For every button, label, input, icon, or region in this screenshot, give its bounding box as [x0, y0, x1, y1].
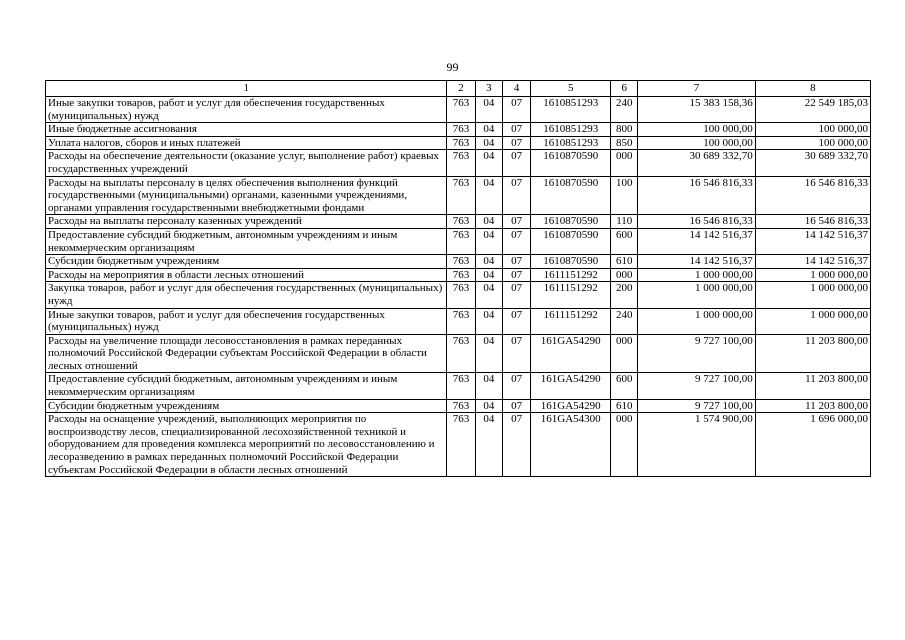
- row-target-article: 161GA54290: [531, 334, 611, 373]
- table-row: [46, 228, 871, 254]
- row-amount-year2: 100 000,00: [755, 136, 870, 150]
- row-amount-year1: 100 000,00: [638, 123, 755, 137]
- row-amount-year2: 1 696 000,00: [755, 413, 870, 477]
- row-subsection: 07: [502, 255, 530, 269]
- row-subsection: 07: [502, 136, 530, 150]
- row-amount-year1: 1 000 000,00: [638, 282, 755, 308]
- row-amount-year1: 100 000,00: [638, 136, 755, 150]
- row-expense-type: 600: [611, 228, 638, 254]
- row-section: 04: [475, 228, 502, 254]
- row-grbs: 763: [447, 268, 475, 282]
- row-amount-year1: 16 546 816,33: [638, 215, 755, 229]
- row-name: Расходы на мероприятия в области лесных отношений: [46, 268, 447, 282]
- row-name: Иные бюджетные ассигнования: [46, 123, 447, 137]
- row-expense-type: 240: [611, 308, 638, 334]
- row-name: Уплата налогов, сборов и иных платежей: [46, 136, 447, 150]
- row-name: Расходы на оснащение учреждений, выполняющих мероприятия по воспроизводству лесов, специализированной лесохозяйственной техникой и оборудованием для проведения комплекса мероприятий по лесовосстановлению и лесоразведению в рамках переданных полномочий Российской Федерации субъектам Российской Федерации в области лесных отношений: [46, 413, 447, 477]
- table-row: [46, 215, 871, 229]
- row-grbs: 763: [447, 308, 475, 334]
- column-header: 7: [638, 81, 755, 97]
- row-amount-year2: 11 203 800,00: [755, 334, 870, 373]
- table-row: [46, 150, 871, 176]
- row-section: 04: [475, 373, 502, 399]
- row-section: 04: [475, 97, 502, 123]
- row-amount-year1: 14 142 516,37: [638, 228, 755, 254]
- row-target-article: 1610870590: [531, 215, 611, 229]
- row-subsection: 07: [502, 399, 530, 413]
- row-expense-type: 000: [611, 150, 638, 176]
- row-amount-year2: 11 203 800,00: [755, 399, 870, 413]
- row-expense-type: 240: [611, 97, 638, 123]
- row-target-article: 1610870590: [531, 176, 611, 215]
- budget-table: [45, 80, 871, 477]
- row-section: 04: [475, 215, 502, 229]
- table-row: [46, 373, 871, 399]
- row-subsection: 07: [502, 268, 530, 282]
- table-row: [46, 136, 871, 150]
- row-subsection: 07: [502, 308, 530, 334]
- table-row: [46, 123, 871, 137]
- table-row: [46, 334, 871, 373]
- row-section: 04: [475, 399, 502, 413]
- row-amount-year1: 16 546 816,33: [638, 176, 755, 215]
- row-expense-type: 000: [611, 413, 638, 477]
- header-row: [46, 81, 871, 97]
- table-row: [46, 176, 871, 215]
- table-row: [46, 282, 871, 308]
- row-amount-year1: 9 727 100,00: [638, 373, 755, 399]
- row-target-article: 1610870590: [531, 228, 611, 254]
- row-target-article: 1610851293: [531, 123, 611, 137]
- column-header: 2: [447, 81, 475, 97]
- row-target-article: 1611151292: [531, 308, 611, 334]
- row-target-article: 1611151292: [531, 268, 611, 282]
- row-section: 04: [475, 268, 502, 282]
- row-subsection: 07: [502, 282, 530, 308]
- row-expense-type: 610: [611, 255, 638, 269]
- row-amount-year2: 22 549 185,03: [755, 97, 870, 123]
- row-name: Расходы на обеспечение деятельности (оказание услуг, выполнение работ) краевых государственных учреждений: [46, 150, 447, 176]
- table-row: [46, 268, 871, 282]
- row-amount-year2: 1 000 000,00: [755, 268, 870, 282]
- row-grbs: 763: [447, 176, 475, 215]
- row-section: 04: [475, 413, 502, 477]
- row-grbs: 763: [447, 255, 475, 269]
- row-target-article: 1610870590: [531, 255, 611, 269]
- row-grbs: 763: [447, 399, 475, 413]
- row-section: 04: [475, 123, 502, 137]
- row-amount-year2: 1 000 000,00: [755, 308, 870, 334]
- row-expense-type: 600: [611, 373, 638, 399]
- row-expense-type: 200: [611, 282, 638, 308]
- column-header: 8: [755, 81, 870, 97]
- row-amount-year1: 14 142 516,37: [638, 255, 755, 269]
- row-grbs: 763: [447, 136, 475, 150]
- row-amount-year1: 1 000 000,00: [638, 268, 755, 282]
- row-target-article: 161GA54290: [531, 399, 611, 413]
- row-amount-year2: 16 546 816,33: [755, 176, 870, 215]
- row-amount-year2: 14 142 516,37: [755, 255, 870, 269]
- column-header: 5: [531, 81, 611, 97]
- row-grbs: 763: [447, 334, 475, 373]
- row-grbs: 763: [447, 123, 475, 137]
- row-expense-type: 000: [611, 334, 638, 373]
- row-grbs: 763: [447, 373, 475, 399]
- table-row: [46, 255, 871, 269]
- row-amount-year1: 9 727 100,00: [638, 334, 755, 373]
- row-name: Расходы на выплаты персоналу казенных учреждений: [46, 215, 447, 229]
- table-row: [46, 413, 871, 477]
- row-subsection: 07: [502, 176, 530, 215]
- row-expense-type: 110: [611, 215, 638, 229]
- row-target-article: 1610851293: [531, 136, 611, 150]
- page-number: 99: [446, 60, 459, 74]
- row-target-article: 161GA54290: [531, 373, 611, 399]
- row-grbs: 763: [447, 215, 475, 229]
- row-amount-year2: 16 546 816,33: [755, 215, 870, 229]
- row-section: 04: [475, 282, 502, 308]
- row-section: 04: [475, 136, 502, 150]
- column-header: 1: [46, 81, 447, 97]
- row-subsection: 07: [502, 228, 530, 254]
- row-subsection: 07: [502, 215, 530, 229]
- row-amount-year1: 1 574 900,00: [638, 413, 755, 477]
- row-amount-year2: 1 000 000,00: [755, 282, 870, 308]
- row-expense-type: 610: [611, 399, 638, 413]
- row-name: Предоставление субсидий бюджетным, автономным учреждениям и иным некоммерческим организациям: [46, 373, 447, 399]
- row-target-article: 161GA54300: [531, 413, 611, 477]
- table-row: [46, 97, 871, 123]
- row-name: Субсидии бюджетным учреждениям: [46, 399, 447, 413]
- column-header: 3: [475, 81, 502, 97]
- row-subsection: 07: [502, 123, 530, 137]
- row-section: 04: [475, 308, 502, 334]
- column-header: 4: [502, 81, 530, 97]
- row-target-article: 1611151292: [531, 282, 611, 308]
- row-subsection: 07: [502, 413, 530, 477]
- row-amount-year1: 1 000 000,00: [638, 308, 755, 334]
- row-subsection: 07: [502, 334, 530, 373]
- row-name: Предоставление субсидий бюджетным, автономным учреждениям и иным некоммерческим организациям: [46, 228, 447, 254]
- row-name: Закупка товаров, работ и услуг для обеспечения государственных (муниципальных) нужд: [46, 282, 447, 308]
- row-amount-year2: 100 000,00: [755, 123, 870, 137]
- row-amount-year2: 14 142 516,37: [755, 228, 870, 254]
- row-expense-type: 850: [611, 136, 638, 150]
- row-amount-year1: 9 727 100,00: [638, 399, 755, 413]
- row-subsection: 07: [502, 150, 530, 176]
- row-target-article: 1610851293: [531, 97, 611, 123]
- column-header: 6: [611, 81, 638, 97]
- row-subsection: 07: [502, 373, 530, 399]
- table-row: [46, 399, 871, 413]
- row-name: Расходы на увеличение площади лесовосстановления в рамках переданных полномочий Российской Федерации субъектам Российской Федерации в области лесных отношений: [46, 334, 447, 373]
- row-section: 04: [475, 176, 502, 215]
- row-grbs: 763: [447, 150, 475, 176]
- row-amount-year2: 30 689 332,70: [755, 150, 870, 176]
- row-expense-type: 000: [611, 268, 638, 282]
- row-subsection: 07: [502, 97, 530, 123]
- row-grbs: 763: [447, 282, 475, 308]
- row-grbs: 763: [447, 413, 475, 477]
- row-target-article: 1610870590: [531, 150, 611, 176]
- row-grbs: 763: [447, 228, 475, 254]
- table-row: [46, 308, 871, 334]
- row-section: 04: [475, 255, 502, 269]
- row-grbs: 763: [447, 97, 475, 123]
- row-name: Иные закупки товаров, работ и услуг для обеспечения государственных (муниципальных) нужд: [46, 97, 447, 123]
- row-amount-year1: 30 689 332,70: [638, 150, 755, 176]
- row-name: Субсидии бюджетным учреждениям: [46, 255, 447, 269]
- row-name: Иные закупки товаров, работ и услуг для обеспечения государственных (муниципальных) нужд: [46, 308, 447, 334]
- row-section: 04: [475, 334, 502, 373]
- row-expense-type: 100: [611, 176, 638, 215]
- row-expense-type: 800: [611, 123, 638, 137]
- row-section: 04: [475, 150, 502, 176]
- row-name: Расходы на выплаты персоналу в целях обеспечения выполнения функций государственными (муниципальными) органами, казенными учреждениями, органами управления государственными внебюджетными фондами: [46, 176, 447, 215]
- row-amount-year1: 15 383 158,36: [638, 97, 755, 123]
- row-amount-year2: 11 203 800,00: [755, 373, 870, 399]
